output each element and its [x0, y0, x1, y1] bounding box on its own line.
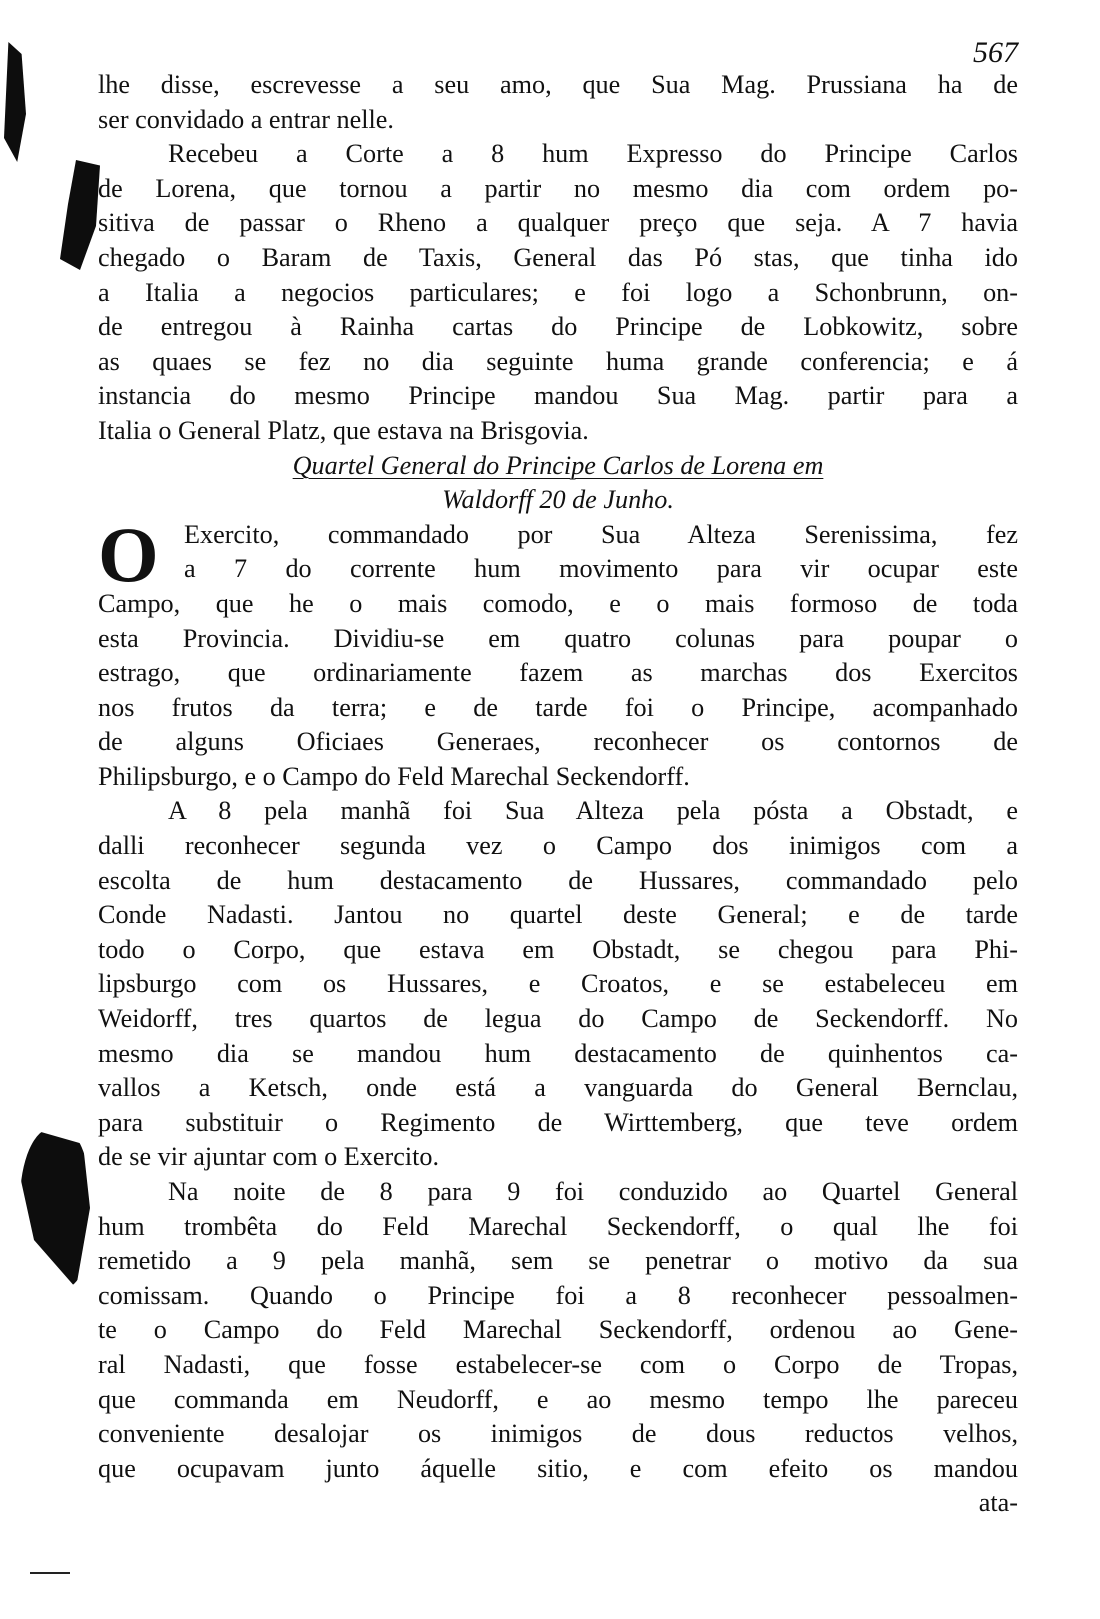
heading-line-1: Quartel General do Principe Carlos de Lorena em	[292, 450, 824, 480]
text-line: te o Campo do Feld Marechal Seckendorff, ordenou ao Gene-	[98, 1315, 1018, 1345]
paragraph-group-2	[98, 510, 1018, 1487]
text-line: lhe disse, escrevesse a seu amo, que Sua Mag. Prussiana ha de	[98, 70, 1018, 99]
heading-line-2: Waldorff 20 de Junho.	[442, 485, 674, 515]
text-line: esta Provincia. Dividiu-se em quatro colunas para poupar o	[98, 623, 1018, 653]
text-line: Na noite de 8 para 9 foi conduzido ao Quartel General	[168, 1177, 1018, 1206]
ink-blot-left-margin	[60, 160, 100, 270]
text-line: Weidorff, tres quartos de legua do Campo de Seckendorff. No	[98, 1004, 1018, 1034]
paragraph-group-1	[98, 68, 1018, 449]
text-line: as quaes se fez no dia seguinte huma grande conferencia; e á	[98, 346, 1018, 376]
text-line: todo o Corpo, que estava em Obstadt, se chegou para Phi-	[98, 934, 1018, 964]
text-line: Exercito, commandado por Sua Alteza Serenissima, fez	[184, 519, 1018, 549]
text-line: conveniente desalojar os inimigos de dous reductos velhos,	[98, 1419, 1018, 1449]
footer-rule	[30, 1572, 70, 1574]
text-line: nos frutos da terra; e de tarde foi o Principe, acompanhado	[98, 692, 1018, 722]
ink-blot-top-left	[4, 42, 26, 162]
drop-cap: O	[98, 510, 159, 598]
text-line: escolta de hum destacamento de Hussares, commandado pelo	[98, 865, 1018, 895]
text-line: hum trombêta do Feld Marechal Seckendorff, o qual lhe foi	[98, 1211, 1018, 1241]
ink-blot-lower-left	[20, 1128, 90, 1288]
text-line: de alguns Oficiaes Generaes, reconhecer os contornos de	[98, 727, 1018, 757]
text-line: de Lorena, que tornou a partir no mesmo dia com ordem po-	[98, 173, 1018, 203]
text-line: instancia do mesmo Principe mandou Sua Mag. partir para a	[98, 381, 1018, 411]
text-line: mesmo dia se mandou hum destacamento de quinhentos ca-	[98, 1038, 1018, 1068]
text-line: Campo, que he o mais comodo, e o mais formoso de toda	[98, 588, 1018, 618]
text-line: lipsburgo com os Hussares, e Croatos, e se estabeleceu em	[98, 969, 1018, 999]
text-line: Italia o General Platz, que estava na Brisgovia.	[98, 415, 589, 445]
text-line: a Italia a negocios particulares; e foi logo a Schonbrunn, on-	[98, 277, 1018, 307]
text-line: Philipsburgo, e o Campo do Feld Marechal Seckendorff.	[98, 761, 690, 791]
text-line: ser convidado a entrar nelle.	[98, 104, 394, 134]
text-line: de entregou à Rainha cartas do Principe de Lobkowitz, sobre	[98, 312, 1018, 342]
text-line: A 8 pela manhã foi Sua Alteza pela pósta a Obstadt, e	[168, 796, 1018, 826]
text-line: Recebeu a Corte a 8 hum Expresso do Principe Carlos	[168, 139, 1018, 169]
page-number: 567	[973, 36, 1018, 69]
catchword: ata-	[978, 1488, 1018, 1518]
text-line: que commanda em Neudorff, e ao mesmo tempo lhe pareceu	[98, 1384, 1018, 1414]
text-line: vallos a Ketsch, onde está a vanguarda do General Bernclau,	[98, 1073, 1018, 1103]
body-text	[98, 68, 1018, 1521]
text-line: a 7 do corrente hum movimento para vir ocupar este	[184, 554, 1018, 584]
text-line: estrago, que ordinariamente fazem as marchas dos Exercitos	[98, 658, 1018, 688]
text-line: chegado o Baram de Taxis, General das Pó stas, que tinha ido	[98, 242, 1018, 272]
text-line: remetido a 9 pela manhã, sem se penetrar o motivo da sua	[98, 1246, 1018, 1276]
text-line: Conde Nadasti. Jantou no quartel deste General; e de tarde	[98, 900, 1018, 930]
text-line: dalli reconhecer segunda vez o Campo dos inimigos com a	[98, 831, 1018, 861]
text-line: comissam. Quando o Principe foi a 8 reconhecer pessoalmen-	[98, 1280, 1018, 1310]
text-line: sitiva de passar o Rheno a qualquer preço que seja. A 7 havia	[98, 208, 1018, 238]
text-line: ral Nadasti, que fosse estabelecer-se com o Corpo de Tropas,	[98, 1349, 1018, 1379]
text-line: para substituir o Regimento de Wirttemberg, que teve ordem	[98, 1107, 1018, 1137]
text-line: de se vir ajuntar com o Exercito.	[98, 1142, 440, 1172]
text-line: que ocupavam junto áquelle sitio, e com efeito os mandou	[98, 1453, 1018, 1483]
